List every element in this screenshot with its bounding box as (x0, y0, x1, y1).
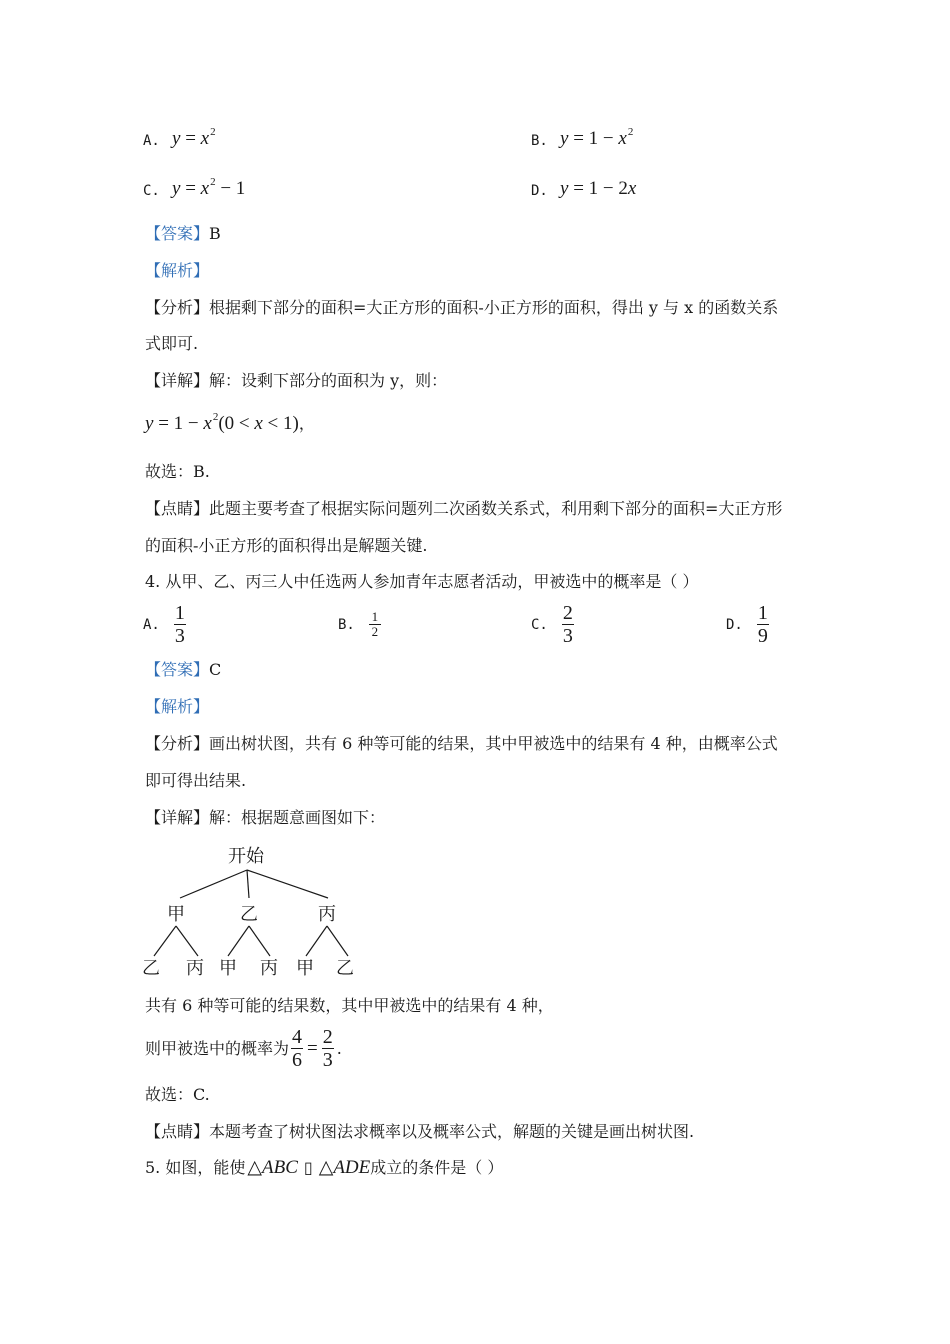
q4-jiexi-tag: 【解析】 (145, 697, 210, 716)
question-5-stem: 5. 如图，能使 △ABC ▯ △ADE 成立的条件是（ ） (145, 1157, 504, 1178)
q4-answer-line: 【答案】C (145, 660, 222, 679)
probability-tree-diagram (140, 840, 370, 980)
fenxi-line-2: 式即可. (145, 334, 199, 353)
q4-option-c-label: C. (531, 616, 548, 633)
option-c-label: C. (143, 183, 160, 199)
option-d-label: D. (531, 183, 548, 199)
prob-fraction-1: $\frac{4}{6}$ (292, 1026, 303, 1071)
area-formula: $y = 1 - x^2(0 < x < 1)$， (145, 411, 315, 434)
tree-leaf-5: 甲 (296, 958, 314, 979)
q4-option-b-fraction: $\frac{1}{2}$ (369, 610, 381, 639)
q4-guxuan-line: 故选：C. (145, 1085, 210, 1104)
option-b-label: B. (531, 133, 548, 149)
tree-level1-bing: 丙 (318, 904, 336, 925)
jiexi-tag: 【解析】 (145, 261, 210, 280)
q4-probability-line: 则甲被选中的概率为 $\frac{4}{6}$ = $\frac{2}{3}$ . (145, 1026, 342, 1071)
dianjing-line-1: 【点睛】此题主要考查了根据实际问题列二次函数关系式，利用剩下部分的面积=大正方形 (145, 499, 783, 518)
q4-option-a (143, 602, 186, 647)
q4-option-a-label: A. (143, 616, 160, 633)
tree-level1-yi: 乙 (240, 904, 258, 925)
option-a-formula: $y = x^2$ (172, 126, 216, 149)
q4-fenxi-line-1: 【分析】画出树状图，共有 6 种等可能的结果，其中甲被选中的结果有 4 种，由概率公式 (145, 734, 778, 753)
q4-option-c-fraction: $\frac{2}{3}$ (562, 602, 573, 647)
tree-root: 开始 (228, 846, 264, 867)
fenxi-line-1: 【分析】根据剩下部分的面积=大正方形的面积-小正方形的面积，得出 y 与 x 的函数关系 (145, 298, 779, 317)
q4-fenxi-line-2: 即可得出结果. (145, 771, 247, 790)
question-4-stem: 4. 从甲、乙、丙三人中任选两人参加青年志愿者活动，甲被选中的概率是（ ） (145, 572, 699, 591)
q4-result-line: 共有 6 种等可能的结果数，其中甲被选中的结果有 4 种， (145, 996, 554, 1015)
q4-dianjing-line: 【点睛】本题考查了树状图法求概率以及概率公式，解题的关键是画出树状图. (145, 1122, 695, 1141)
prob-fraction-2: $\frac{2}{3}$ (322, 1026, 333, 1071)
tree-leaf-4: 丙 (260, 958, 278, 979)
tree-leaf-2: 丙 (186, 958, 204, 979)
q4-option-a-fraction: $\frac{1}{3}$ (174, 602, 185, 647)
option-c-formula: $y = x^2 - 1$ (172, 176, 246, 199)
dianjing-line-2: 的面积-小正方形的面积得出是解题关键. (145, 536, 428, 555)
option-d-formula: y = 1 − 2x (560, 178, 637, 199)
tree-leaf-3: 甲 (219, 958, 237, 979)
guxuan-line: 故选：B. (145, 462, 210, 481)
q4-option-d-fraction: $\frac{1}{9}$ (757, 602, 768, 647)
xiangjie-line: 【详解】解：设剩下部分的面积为 y，则： (145, 371, 448, 390)
q4-option-c (531, 602, 574, 647)
q4-option-d (726, 602, 769, 647)
tree-leaf-6: 乙 (336, 958, 354, 979)
tree-level1-jia: 甲 (167, 904, 185, 925)
q4-option-d-label: D. (726, 616, 743, 633)
tree-leaf-1: 乙 (142, 958, 160, 979)
option-a-label: A. (143, 133, 160, 149)
answer-line: 【答案】B (145, 224, 221, 243)
q4-xiangjie-line: 【详解】解：根据题意画图如下： (145, 808, 386, 827)
option-b-formula: $y = 1 - x^2$ (560, 126, 634, 149)
q4-option-b-label: B. (338, 616, 355, 633)
q4-option-b (338, 610, 381, 639)
